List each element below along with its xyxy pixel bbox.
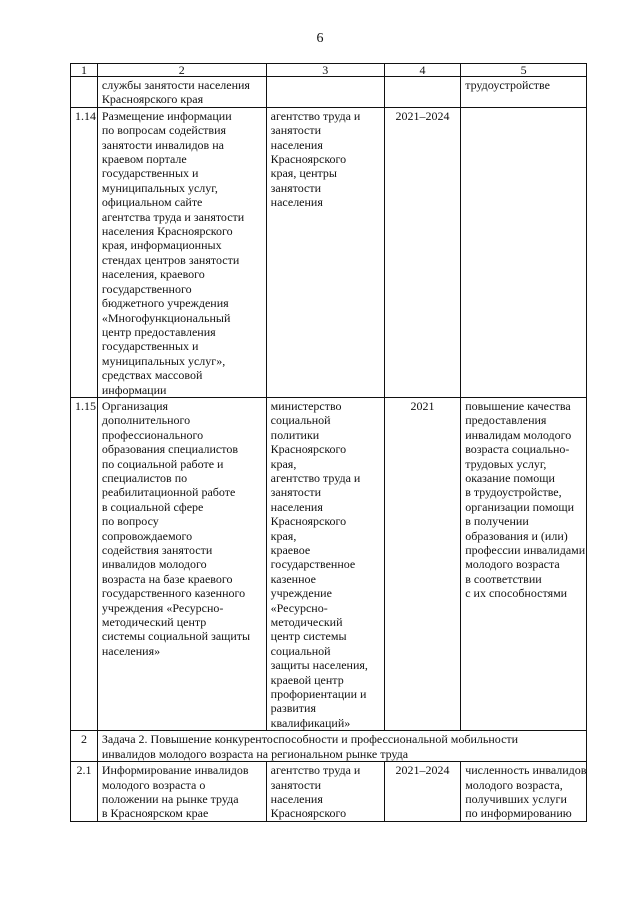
cont-result	[461, 77, 587, 108]
text-line: казенное	[270, 571, 316, 586]
row-number: 1.15	[71, 397, 98, 730]
text-line: по вопросам содействия	[101, 123, 227, 138]
result	[461, 397, 587, 730]
text-line: численность инвалидов	[465, 763, 587, 778]
task-number: 2	[71, 731, 98, 762]
header-col-4: 4	[384, 64, 460, 77]
result	[461, 107, 587, 397]
text-line: агентство труда и	[270, 470, 361, 485]
text-line: получивших услуги	[465, 791, 567, 806]
text-line: инвалидам молодого	[465, 427, 572, 442]
text-line: в Красноярском крае	[101, 806, 209, 821]
program-table	[70, 63, 587, 822]
text-line: Красноярского	[270, 442, 347, 457]
text-line: по социальной работе и	[101, 456, 224, 471]
text-line: занятости	[270, 180, 322, 195]
text-line: учреждение	[270, 586, 332, 601]
text-line: молодого возраста о	[101, 777, 206, 792]
text-line: специалистов по	[101, 470, 188, 485]
text-line: государственного	[101, 281, 192, 296]
text-line: населения, краевого	[101, 267, 205, 282]
text-line: средствах массовой	[101, 368, 203, 383]
text-line: края, информационных	[101, 238, 222, 253]
text-line: населения	[270, 791, 323, 806]
text-line: организации помощи	[465, 499, 575, 514]
text-line: по информированию	[465, 806, 572, 821]
text-line: агентство труда и	[270, 108, 361, 123]
text-line: агентство труда и	[270, 763, 361, 778]
text-line: положении на рынке труда	[101, 791, 239, 806]
text-line: Красноярского	[270, 806, 347, 821]
text-line: государственное	[270, 557, 356, 572]
text-line: методический центр	[101, 615, 207, 630]
text-line: службы занятости населения	[101, 78, 250, 92]
page-number: 6	[316, 31, 324, 46]
text-line: Красноярского	[270, 514, 347, 529]
text-line: социальной	[270, 413, 331, 428]
text-line: методический	[270, 615, 343, 630]
text-line: реабилитационной работе	[101, 485, 236, 500]
text-line: в трудоустройстве,	[465, 485, 562, 500]
text-line: Красноярского края	[101, 92, 204, 107]
executor	[266, 397, 384, 730]
text-line: сопровождаемого	[101, 528, 193, 543]
header-col-1: 1	[71, 64, 98, 77]
text-line: занятости	[270, 777, 322, 792]
task-2-row	[71, 731, 587, 762]
text-line: краевой центр	[270, 672, 344, 687]
text-line: населения	[270, 499, 323, 514]
text-line: «Ресурсно-	[270, 600, 328, 615]
text-line: защиты населения,	[270, 658, 368, 673]
text-line: стендах центров занятости	[101, 252, 240, 267]
text-line: трудовых услуг,	[465, 456, 547, 471]
header-col-2: 2	[97, 64, 266, 77]
text-line: трудоустройстве	[465, 78, 550, 92]
text-line: инвалидов молодого возраста на региональном рынке труда	[101, 746, 409, 761]
text-line: муниципальных услуг,	[101, 180, 218, 195]
text-line: населения	[270, 195, 323, 210]
text-line: занятости	[270, 123, 322, 138]
years: 2021–2024	[384, 762, 460, 822]
years: 2021–2024	[384, 107, 460, 397]
text-line: Красноярского	[270, 152, 347, 167]
text-line: возраста на базе краевого	[101, 571, 233, 586]
text-line: профориентации и	[270, 687, 367, 702]
text-line: краевом портале	[101, 152, 187, 167]
header-col-5: 5	[461, 64, 587, 77]
text-line: образования и (или)	[465, 528, 568, 543]
task-title	[97, 731, 586, 762]
text-line: в социальной сфере	[101, 499, 204, 514]
header-row	[71, 64, 587, 77]
text-line: в соответствии	[465, 571, 542, 586]
text-line: населения»	[101, 643, 161, 658]
text-line: системы социальной защиты	[101, 629, 251, 644]
cont-executor	[266, 77, 384, 108]
text-line: официальном сайте	[101, 195, 203, 210]
text-line: развития	[270, 701, 316, 716]
text-line: политики	[270, 427, 320, 442]
text-line: повышение качества	[465, 398, 571, 413]
measure-name	[97, 762, 266, 822]
text-line: края,	[270, 456, 297, 471]
text-line: Задача 2. Повышение конкурентоспособности и профессиональной мобильности	[101, 732, 519, 747]
text-line: государственных и	[101, 166, 199, 181]
cont-num	[71, 77, 98, 108]
text-line: муниципальных услуг»,	[101, 353, 226, 368]
text-line: молодого возраста,	[465, 777, 563, 792]
text-line: бюджетного учреждения	[101, 296, 229, 311]
years: 2021	[384, 397, 460, 730]
executor	[266, 107, 384, 397]
text-line: Организация	[101, 398, 169, 413]
text-line: Информирование инвалидов	[101, 763, 249, 778]
row-number: 1.14	[71, 107, 98, 397]
text-line: центр системы	[270, 629, 347, 644]
text-line: оказание помощи	[465, 470, 555, 485]
text-line: занятости	[270, 485, 322, 500]
text-line: центр предоставления	[101, 324, 216, 339]
text-line: государственных и	[101, 339, 199, 354]
continuation-row	[71, 77, 587, 108]
text-line: занятости инвалидов на	[101, 137, 224, 152]
row-number: 2.1	[71, 762, 98, 822]
text-line: «Многофункциональный	[101, 310, 231, 325]
table-row-1-15	[71, 397, 587, 730]
text-line: населения	[270, 137, 323, 152]
text-line: края, центры	[270, 166, 337, 181]
text-line: в получении	[465, 514, 529, 529]
text-line: предоставления	[465, 413, 547, 428]
text-line: агентства труда и занятости	[101, 209, 245, 224]
text-line: Размещение информации	[101, 108, 232, 123]
text-line: края,	[270, 528, 297, 543]
text-line: квалификаций»	[270, 715, 351, 730]
text-line: учреждения «Ресурсно-	[101, 600, 224, 615]
executor	[266, 762, 384, 822]
text-line: возраста социально-	[465, 442, 570, 457]
measure-name	[97, 107, 266, 397]
text-line: по вопросу	[101, 514, 159, 529]
text-line: инвалидов молодого	[101, 557, 207, 572]
text-line: молодого возраста	[465, 557, 560, 572]
text-line: образования специалистов	[101, 442, 239, 457]
cont-name	[97, 77, 266, 108]
text-line: информации	[101, 382, 167, 397]
table-row-1-14	[71, 107, 587, 397]
text-line: с их способностями	[465, 586, 568, 601]
table-row-2-1	[71, 762, 587, 822]
text-line: профессии инвалидами	[465, 543, 586, 557]
text-line: населения Красноярского	[101, 224, 233, 239]
text-line: содействия занятости	[101, 543, 213, 557]
text-line: министерство	[270, 398, 342, 413]
text-line: дополнительного	[101, 413, 191, 428]
text-line: краевое	[270, 543, 311, 557]
text-line: профессионального	[101, 427, 204, 442]
header-col-3: 3	[266, 64, 384, 77]
cont-years	[384, 77, 460, 108]
measure-name	[97, 397, 266, 730]
result	[461, 762, 587, 822]
text-line: государственного казенного	[101, 586, 246, 601]
text-line: социальной	[270, 643, 331, 658]
